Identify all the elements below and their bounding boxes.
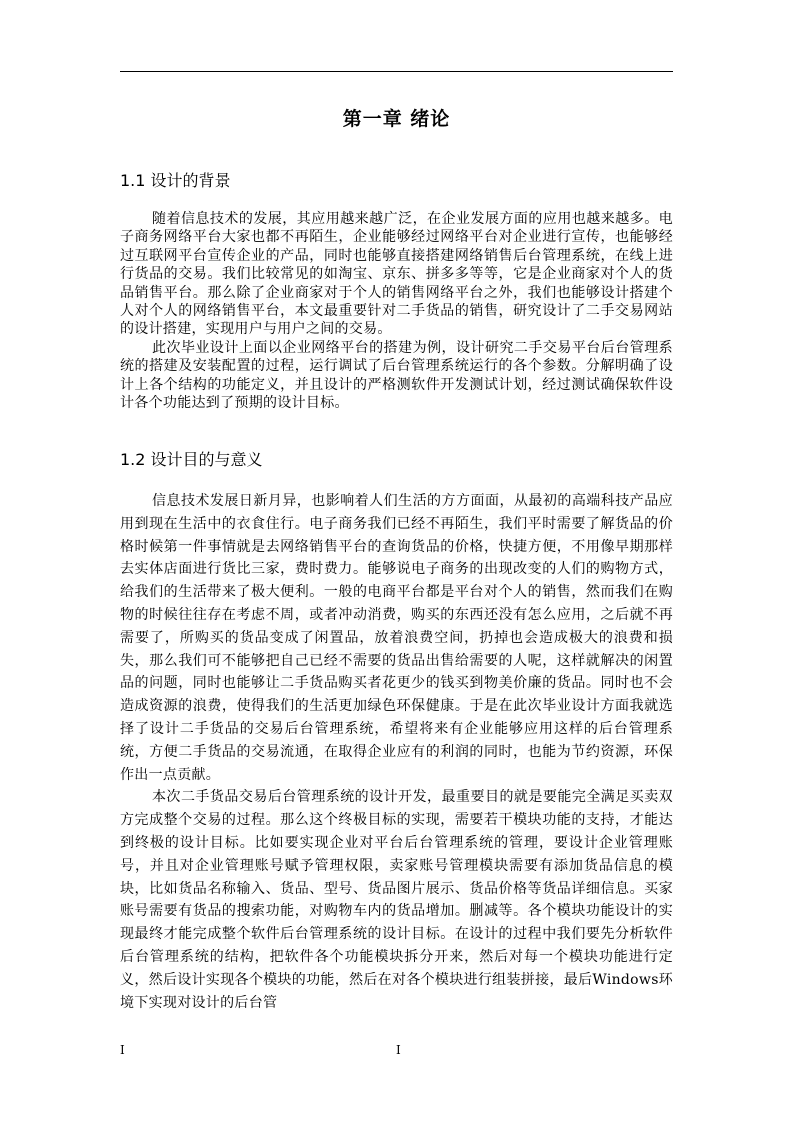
- section-heading-purpose: 1.2 设计目的与意义: [120, 450, 263, 469]
- paragraph: 随着信息技术的发展，其应用越来越广泛，在企业发展方面的应用也越来越多。电子商务网络平台大家也都不再陌生，企业能够经过网络平台对企业进行宣传，也能够经过互联网平台宣传企业的产品，同时也能够直接搭建网络销售后台管理系统，在线上进行货品的交易。我们比较常见的如淘宝、京东、拼多多等等，它是企业商家对个人的货品销售平台。那么除了企业商家对于个人的销售网络平台之外，我们也能够设计搭建个人对个人的网络销售平台，本文最重要针对二手货品的销售，研究设计了二手交易网站的设计搭建，实现用户与用户之间的交易。: [120, 211, 673, 338]
- section-body-purpose: [120, 490, 673, 1014]
- section-body-background: [120, 210, 673, 412]
- section-heading-background: 1.1 设计的背景: [120, 171, 231, 190]
- paragraph: 信息技术发展日新月异，也影响着人们生活的方方面面，从最初的高端科技产品应用到现在生活中的衣食住行。电子商务我们已经不再陌生，我们平时需要了解货品的价格时候第一件事情就是去网络销售平台的查询货品的价格，快捷方便，不用像早期那样去实体店面进行货比三家，费时费力。能够说电子商务的出现改变的人们的购物方式，给我们的生活带来了极大便利。一般的电商平台都是平台对个人的销售，然而我们在购物的时候往往存在考虑不周，或者冲动消费，购买的东西还没有怎么应用，之后就不再需要了，所购买的货品变成了闲置品，放着浪费空间，扔掉也会造成极大的浪费和损失，那么我们可不能够把自己已经不需要的货品出售给需要的人呢，这样就解决的闲置品的问题，同时也能够让二手货品购买者花更少的钱买到物美价廉的货品。同时也不会造成资源的浪费，使得我们的生活更加绿色环保健康。于是在此次毕业设计方面我就选择了设计二手货品的交易后台管理系统，希望将来有企业能够应用这样的后台管理系统，方便二手货品的交易流通，在取得企业应有的利润的同时，也能为节约资源，环保作出一点贡献。: [120, 493, 673, 783]
- paragraph: 此次毕业设计上面以企业网络平台的搭建为例，设计研究二手交易平台后台管理系统的搭建及安装配置的过程，运行调试了后台管理系统运行的各个参数。分解明确了设计上各个结构的功能定义，并且设计的严格测软件开发测试计划，经过测试确保软件设计各个功能达到了预期的设计目标。: [120, 339, 673, 412]
- header-rule: [120, 71, 673, 72]
- paragraph: 本次二手货品交易后台管理系统的设计开发，最重要目的就是要能完全满足买卖双方完成整个交易的过程。那么这个终极目标的实现，需要若干模块功能的支持，才能达到终极的设计目标。比如要实现企业对平台后台管理系统的管理，要设计企业管理账号，并且对企业管理账号赋予管理权限，卖家账号管理模块需要有添加货品信息的模块，比如货品名称输入、货品、型号、货品图片展示、货品价格等货品详细信息。买家账号需要有货品的搜索功能，对购物车内的货品增加。删减等。各个模块功能设计的实现最终才能完成整个软件后台管理系统的设计目标。在设计的过程中我们要先分析软件后台管理系统的结构，把软件各个功能模块拆分开来，然后对每一个模块功能进行定义，然后设计实现各个模块的功能，然后在对各个模块进行组装拼接，最后Windows环境下实现对设计的后台管: [120, 789, 673, 1011]
- page-number-left: I: [120, 1043, 125, 1057]
- chapter-title: 第一章 绪论: [342, 108, 451, 130]
- page-number-center: I: [396, 1043, 401, 1057]
